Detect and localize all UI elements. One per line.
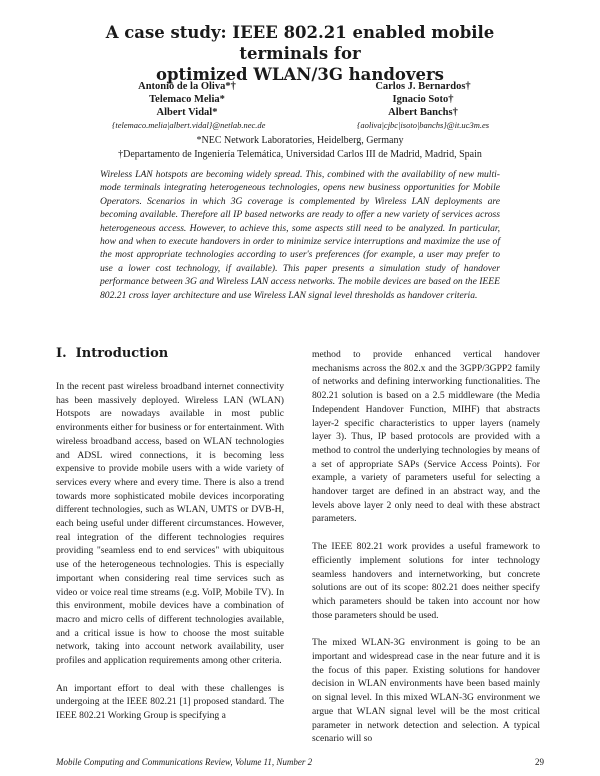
section-heading (56, 346, 168, 361)
affiliation-uc3m: †Departamento de Ingeniería Telemática, Universidad Carlos III de Madrid, Madrid, Spain (118, 149, 482, 160)
author-email-right: {aoliva|cjbc|isoto|banchs}@it.uc3m.es (356, 120, 490, 130)
paragraph: In the recent past wireless broadband internet connectivity has been massively deployed. Wireless LAN (WLAN) Hotspots are nowadays available in most public environments either for business or for entertainment. With wireless broadband access, based on WLAN technologies and ADSL wired connections, it is becoming less expensive to provide mobile users with a wide variety of services every where and every time. There is also a trend towards more sophisticated mobile devices incorporating different technologies, such as WLAN, UMTS or DVB-H, each being useful under different circumstances. However, real integration of the different technologies requires providing "seamless end to end services" with ubiquitous use of the heterogeneous technologies. This is especially important when considering real time services such as video or voice real time streams (e.g. VoIP, Mobile TV). In this environment, mobile devices have a combination of macro and micro cells of different technologies available, and a critical issue is how to choose the most suitable network, taking into account network availability, user profiles and application requirements among other criteria. (56, 381, 284, 667)
author-name: Ignacio Soto† (392, 94, 454, 105)
author-block-right (348, 80, 498, 132)
paper-title (60, 22, 540, 85)
author-name: Telemaco Melia* (149, 94, 225, 105)
section-title-text: Introduction (75, 346, 169, 361)
section-number: I. (56, 346, 67, 361)
author-email-left: {telemaco.melia|albert.vidal}@netlab.nec.de (112, 120, 266, 130)
paragraph: An important effort to deal with these challenges is undergoing at the IEEE 802.21 [1] proposed standard. The IEEE 802.21 Working Group is specifying a (56, 682, 284, 722)
title-line-2: optimized WLAN/3G handovers (156, 65, 444, 84)
author-name: Albert Vidal* (156, 107, 218, 118)
paragraph: method to provide enhanced vertical handover mechanisms across the 802.x and the 3GPP/3GPP2 family of networks and defining interworking functionalities. The 802.21 solution is based on a 2.5 middleware (the Media Independent Handover Function, MIHF) that abstracts layer-2 specific characteristics to upper layers (namely layer 3). Thus, IP based protocols are provided with a method to control the underlying technologies by means of a set of appropriate SAPs (Service Access Points). For example, a variety of parameters useful for selecting a handover target are defined in an abstract way, and the levels above layer 2 only need to deal with these abstract parameters. (312, 349, 540, 525)
left-column (56, 380, 284, 737)
paragraph: The mixed WLAN-3G environment is going to be an important and widespread case in the near future and it is the focus of this paper. Existing solutions for handover decision in WLAN environments have been based mainly on signal level. In this mixed WLAN-3G environment we argue that WLAN signal level will be the most critical parameter in network detection and selection. A typical scenario will so (312, 637, 540, 745)
author-name: Albert Banchs† (388, 107, 458, 118)
right-column (312, 348, 540, 760)
page-number: 29 (535, 757, 544, 767)
author-name: Antonio de la Oliva*† (138, 81, 236, 92)
journal-name: Mobile Computing and Communications Review, Volume 11, Number 2 (56, 757, 313, 767)
title-line-1: A case study: IEEE 802.21 enabled mobile terminals for (105, 23, 495, 63)
author-block-left (112, 80, 266, 132)
affiliation-nec: *NEC Network Laboratories, Heidelberg, Germany (196, 135, 404, 146)
page-footer (56, 757, 544, 767)
abstract: Wireless LAN hotspots are becoming widely spread. This, combined with the availability of new multi-mode terminals integrating heterogeneous technologies, opens new business opportunities for Mobile Operators. Scenarios in which 3G coverage is complemented by Wireless LAN deployments are becoming available. Therefore all IP based networks are ready to offer a new variety of services across heterogeneous access. However, to achieve this, some aspects still need to be analyzed. In particular, how and when to execute handovers in order to minimize service interruptions and maximize the use of the most appropriate technologies according to user's preferences (for example, a user may prefer to use a lower cost technology, if available). This paper presents a simulation study of handover performance between 3G and Wireless LAN access networks. The mobile devices are based on the IEEE 802.21 cross layer architecture and use Wireless LAN signal level thresholds as handover criteria. (100, 169, 501, 301)
paragraph: The IEEE 802.21 work provides a useful framework to efficiently implement solutions for inter technology seamless handovers and internetworking, but concrete solutions are out of its scope: 802.21 does neither specify which parameters should be taken into account nor how those parameters should be used. (312, 541, 540, 621)
author-name: Carlos J. Bernardos† (375, 81, 471, 92)
